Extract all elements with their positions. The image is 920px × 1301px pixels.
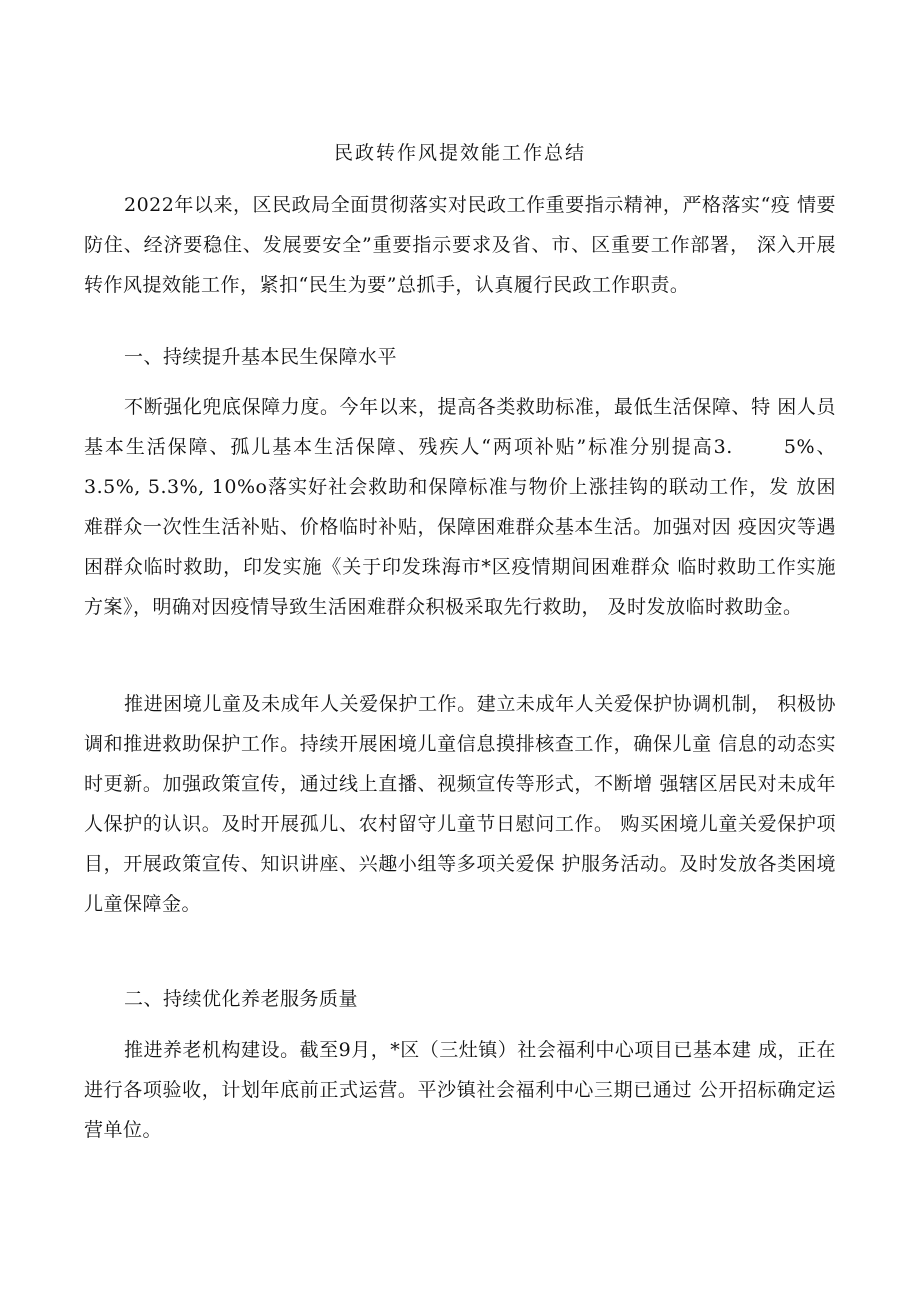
- section-heading-1: 一、持续提升基本民生保障水平: [124, 346, 398, 368]
- intro-paragraph: 2022年以来，区民政局全面贯彻落实对民政工作重要指示精神，严格落实“疫 情要防住、经济要稳住、发展要安全”重要指示要求及省、市、区重要工作部署， 深入开展转作风提效能工作，紧扣“民生为要”总抓手，认真履行民政工作职责。: [84, 194, 836, 296]
- section2-paragraph-1: 推进养老机构建设。截至9月，*区（三灶镇）社会福利中心项目已基本建 成，正在进行各项验收，计划年底前正式运营。平沙镇社会福利中心三期已通过 公开招标确定运营单位。: [84, 1039, 836, 1141]
- section1-paragraph-1: 不断强化兜底保障力度。今年以来，提高各类救助标准，最低生活保障、特 困人员基本生活保障、孤儿基本生活保障、残疾人“两项补贴”标准分别提高3. 5%、3.5%, 5.3%, 10%o落实好社会救助和保障标准与物价上涨挂钩的联动工作，发 放困难群众一次性生活补贴、价格临时补贴，保障困难群众基本生活。加强对因 疫因灾等遇困群众临时救助，印发实施《关于印发珠海市*区疫情期间困难群众 临时救助工作实施方案》，明确对因疫情导致生活困难群众积极采取先行救助， 及时发放临时救助金。: [84, 396, 836, 618]
- section1-paragraph-2: 推进困境儿童及未成年人关爱保护工作。建立未成年人关爱保护协调机制， 积极协调和推进救助保护工作。持续开展困境儿童信息摸排核查工作，确保儿童 信息的动态实时更新。加强政策宣传，通过线上直播、视频宣传等形式，不断增 强辖区居民对未成年人保护的认识。及时开展孤儿、农村留守儿童节日慰问工作。 购买困境儿童关爱保护项目，开展政策宣传、知识讲座、兴趣小组等多项关爱保 护服务活动。及时发放各类困境儿童保障金。: [84, 693, 836, 915]
- section-heading-2: 二、持续优化养老服务质量: [124, 988, 359, 1010]
- document-title: 民政转作风提效能工作总结: [333, 142, 586, 164]
